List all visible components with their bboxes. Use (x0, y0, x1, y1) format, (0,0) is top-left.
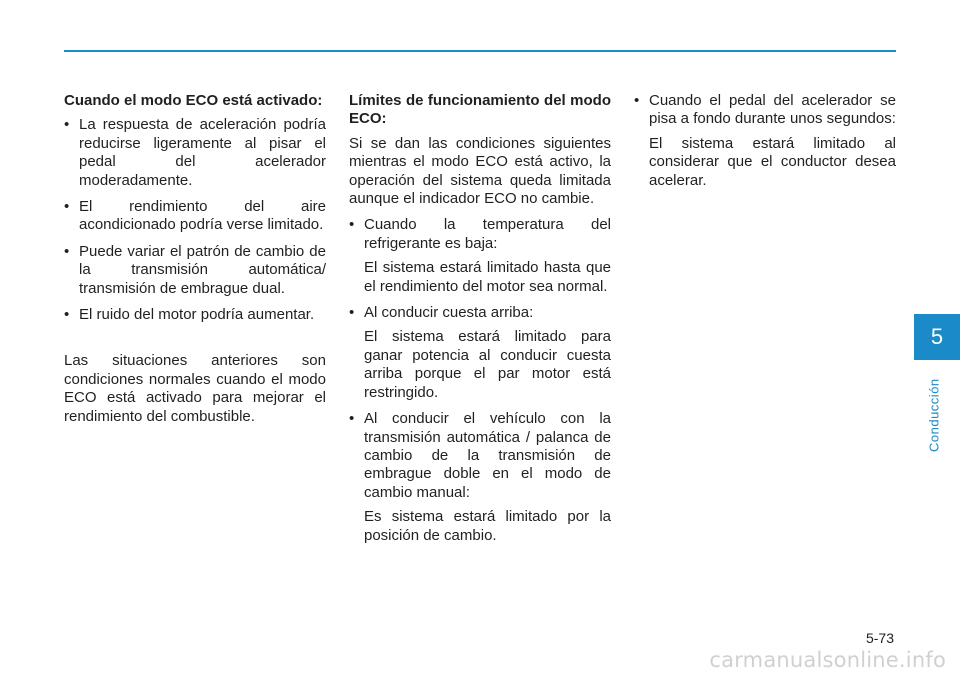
list-item (349, 410, 611, 545)
list-item (634, 92, 896, 190)
paragraph-limits-intro: Si se dan las condiciones siguientes mientras el modo ECO está activo, la operación del sistema queda limitada aunque el indicador ECO no cambie. (349, 134, 611, 208)
eco-limits-list-continued (634, 92, 896, 190)
header-rule (64, 50, 896, 52)
list-item-detail: El sistema estará limitado al considerar que el conductor desea acelerar. (649, 134, 896, 189)
column-1 (64, 92, 326, 434)
column-2 (349, 92, 611, 553)
eco-limits-list (349, 216, 611, 545)
list-item-detail: El sistema estará limitado hasta que el rendimiento del motor sea normal. (364, 259, 611, 295)
list-item: • La respuesta de aceleración podría reducirse ligeramente al pisar el pedal del acelerador moderadamente. (64, 116, 326, 190)
watermark: carmanualsonline.info (709, 648, 946, 672)
chapter-number-tab: 5 (914, 314, 960, 360)
list-item: • Puede variar el patrón de cambio de la transmisión automática/ transmisión de embrague dual. (64, 243, 326, 298)
list-item-text: Cuando la temperatura del refrigerante es baja: (364, 216, 611, 252)
eco-effects-list (64, 116, 326, 324)
paragraph-normal-conditions: Las situaciones anteriores son condiciones normales cuando el modo ECO está activado para mejorar el rendimiento del combustible. (64, 352, 326, 425)
list-item-detail: El sistema estará limitado para ganar potencia al conducir cuesta arriba porque el par motor está restringido. (364, 328, 611, 401)
list-item-text: Cuando el pedal del acelerador se pisa a fondo durante unos segundos: (649, 92, 896, 128)
section-heading-eco-active: Cuando el modo ECO está activado: (64, 92, 323, 109)
list-item: • El ruido del motor podría aumentar. (64, 306, 326, 324)
list-item (349, 216, 611, 296)
page-number: 5-73 (865, 630, 894, 646)
list-item-text: Al conducir cuesta arriba: (364, 304, 534, 322)
list-item: • El rendimiento del aire acondicionado podría verse limitado. (64, 198, 326, 235)
section-heading-eco-limits: Límites de funcionamiento del modo ECO: (349, 92, 611, 128)
chapter-title: Conducción (926, 378, 942, 452)
list-item-text: Al conducir el vehículo con la transmisión automática / palanca de cambio de la transmisión de embrague doble en el modo de cambio manual: (364, 410, 611, 501)
column-3 (634, 92, 896, 198)
list-item (349, 304, 611, 402)
list-item-detail: Es sistema estará limitado por la posición de cambio. (364, 508, 611, 544)
